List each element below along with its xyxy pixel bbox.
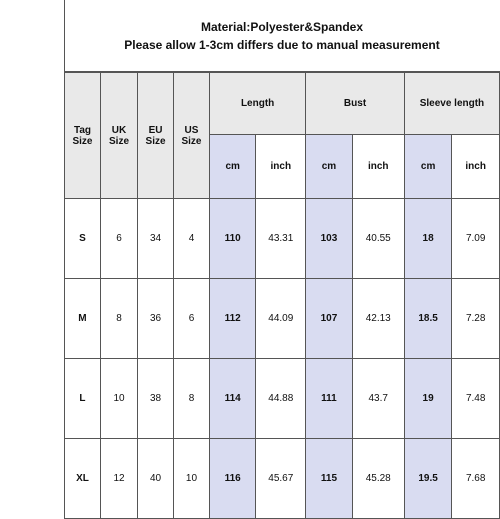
cell-sleeve-cm: 19.5 <box>404 439 452 519</box>
header-sleeve-length: Sleeve length <box>404 73 499 135</box>
table-row <box>65 359 500 439</box>
cell-sleeve-cm: 19 <box>404 359 452 439</box>
header-bust: Bust <box>306 73 405 135</box>
cell-length-inch: 44.09 <box>256 279 306 359</box>
cell-length-cm: 112 <box>209 279 255 359</box>
cell-length-inch: 43.31 <box>256 199 306 279</box>
cell-eu: 40 <box>138 439 174 519</box>
size-chart-heading <box>64 0 500 72</box>
header-sleeve-inch: inch <box>452 135 500 199</box>
header-tag-size: Tag Size <box>65 73 101 199</box>
header-bust-inch: inch <box>352 135 404 199</box>
cell-bust-inch: 45.28 <box>352 439 404 519</box>
cell-eu: 38 <box>138 359 174 439</box>
cell-us: 6 <box>174 279 210 359</box>
header-length-cm: cm <box>209 135 255 199</box>
header-bust-cm: cm <box>306 135 352 199</box>
cell-length-cm: 110 <box>209 199 255 279</box>
cell-uk: 6 <box>100 199 137 279</box>
cell-bust-inch: 42.13 <box>352 279 404 359</box>
cell-sleeve-cm: 18.5 <box>404 279 452 359</box>
cell-length-inch: 44.88 <box>256 359 306 439</box>
cell-tag: XL <box>65 439 101 519</box>
cell-us: 4 <box>174 199 210 279</box>
cell-uk: 8 <box>100 279 137 359</box>
table-row <box>65 279 500 359</box>
material-text: Material:Polyester&Spandex <box>200 19 364 34</box>
cell-length-cm: 114 <box>209 359 255 439</box>
cell-sleeve-inch: 7.48 <box>452 359 500 439</box>
table-row <box>65 199 500 279</box>
cell-tag: S <box>65 199 101 279</box>
cell-bust-cm: 103 <box>306 199 352 279</box>
cell-us: 10 <box>174 439 210 519</box>
cell-eu: 36 <box>138 279 174 359</box>
cell-bust-cm: 107 <box>306 279 352 359</box>
cell-tag: M <box>65 279 101 359</box>
cell-bust-cm: 111 <box>306 359 352 439</box>
header-us-size: US Size <box>174 73 210 199</box>
cell-uk: 12 <box>100 439 137 519</box>
measurement-note: Please allow 1-3cm differs due to manual measurement <box>124 37 440 52</box>
cell-sleeve-inch: 7.09 <box>452 199 500 279</box>
table-row <box>65 439 500 519</box>
cell-bust-inch: 40.55 <box>352 199 404 279</box>
cell-uk: 10 <box>100 359 137 439</box>
cell-us: 8 <box>174 359 210 439</box>
header-uk-size: UK Size <box>100 73 137 199</box>
cell-bust-inch: 43.7 <box>352 359 404 439</box>
header-sleeve-cm: cm <box>404 135 452 199</box>
cell-length-cm: 116 <box>209 439 255 519</box>
cell-length-inch: 45.67 <box>256 439 306 519</box>
header-eu-size: EU Size <box>138 73 174 199</box>
header-length: Length <box>209 73 305 135</box>
cell-sleeve-inch: 7.28 <box>452 279 500 359</box>
cell-bust-cm: 115 <box>306 439 352 519</box>
cell-eu: 34 <box>138 199 174 279</box>
cell-tag: L <box>65 359 101 439</box>
header-length-inch: inch <box>256 135 306 199</box>
size-chart-table <box>64 72 500 519</box>
cell-sleeve-inch: 7.68 <box>452 439 500 519</box>
cell-sleeve-cm: 18 <box>404 199 452 279</box>
